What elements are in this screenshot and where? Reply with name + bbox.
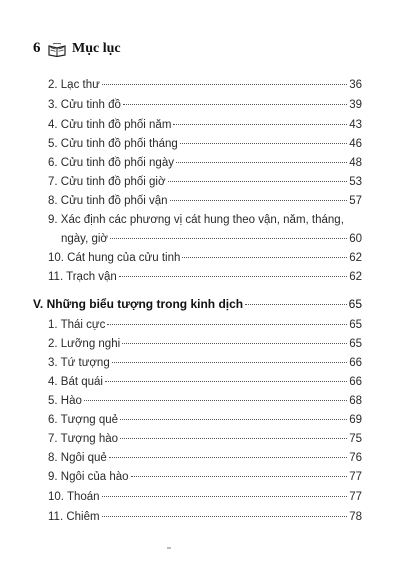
toc-entry-continuation[interactable] bbox=[61, 232, 362, 246]
page-number: 6 bbox=[33, 40, 41, 56]
toc-entry-title: 7. Cửu tinh đồ phối giờ bbox=[48, 176, 166, 188]
toc-entry-page: 78 bbox=[349, 511, 362, 523]
dot-leader bbox=[123, 103, 347, 105]
dot-leader bbox=[84, 399, 347, 401]
toc-entry[interactable] bbox=[48, 175, 362, 189]
toc-entry-title: 11. Chiêm bbox=[48, 511, 100, 523]
toc-entry-title: 2. Lưỡng nghi bbox=[48, 338, 121, 350]
toc-entry-page: 46 bbox=[349, 138, 362, 150]
toc-entry-page: 66 bbox=[349, 357, 362, 369]
dot-leader bbox=[120, 418, 347, 420]
dot-leader bbox=[109, 456, 347, 458]
toc-entry-page: 60 bbox=[349, 233, 362, 245]
toc-entry-page: 76 bbox=[349, 452, 362, 464]
dot-leader bbox=[173, 123, 347, 125]
toc-entry-title: 9. Xác định các phương vị cát hung theo vận, năm, tháng, bbox=[48, 214, 344, 226]
toc-entry[interactable] bbox=[48, 394, 362, 408]
toc-entry[interactable] bbox=[48, 432, 362, 446]
toc-entry-page: 69 bbox=[349, 414, 362, 426]
toc-entry[interactable] bbox=[48, 213, 362, 227]
toc-entry-title: 9. Ngôi của hào bbox=[48, 471, 129, 483]
print-speck bbox=[167, 547, 171, 549]
toc-entry[interactable] bbox=[48, 318, 362, 332]
toc-entry[interactable] bbox=[48, 470, 362, 484]
toc-entry-page: 66 bbox=[349, 376, 362, 388]
toc-entry[interactable] bbox=[48, 375, 362, 389]
dot-leader bbox=[112, 361, 347, 363]
toc-entry-title: 4. Bát quái bbox=[48, 376, 103, 388]
dot-leader bbox=[170, 199, 348, 201]
dot-leader bbox=[176, 161, 347, 163]
toc-entry-page: 75 bbox=[349, 433, 362, 445]
toc-entry-page: 43 bbox=[349, 119, 362, 131]
dot-leader bbox=[131, 475, 348, 477]
toc-entry[interactable] bbox=[48, 451, 362, 465]
toc-entry-title: 6. Cửu tinh đồ phối ngày bbox=[48, 157, 174, 169]
toc-entry-title: 6. Tượng quẻ bbox=[48, 414, 119, 426]
toc-entry-title: 3. Cửu tinh đồ bbox=[48, 99, 121, 111]
toc-entry[interactable] bbox=[48, 78, 362, 92]
toc-chapter-page: 65 bbox=[348, 297, 362, 311]
toc-chapter-title: V. Những biểu tượng trong kinh dịch bbox=[33, 297, 244, 311]
toc-entry-title: 11. Trạch vận bbox=[48, 271, 117, 283]
toc-entry[interactable] bbox=[48, 337, 362, 351]
dot-leader bbox=[119, 275, 347, 277]
dot-leader bbox=[245, 303, 347, 305]
toc-entry-title: 5. Cửu tinh đồ phối tháng bbox=[48, 138, 178, 150]
toc-entry[interactable] bbox=[48, 137, 362, 151]
toc-entry-title: 10. Cát hung của cửu tinh bbox=[48, 252, 181, 264]
toc-entry-page: 39 bbox=[349, 99, 362, 111]
toc-entry-page: 62 bbox=[349, 271, 362, 283]
toc-entry-title: 4. Cửu tinh đồ phối năm bbox=[48, 119, 172, 131]
dot-leader bbox=[102, 495, 348, 497]
toc-entry-page: 77 bbox=[349, 491, 362, 503]
toc-entry-page: 68 bbox=[349, 395, 362, 407]
dot-leader bbox=[120, 437, 347, 439]
toc-entry-page: 65 bbox=[349, 319, 362, 331]
dot-leader bbox=[182, 256, 347, 258]
dot-leader bbox=[180, 142, 347, 144]
toc-entry-title: 3. Tứ tượng bbox=[48, 357, 110, 369]
toc-entry-title: 5. Hào bbox=[48, 395, 82, 407]
dot-leader bbox=[102, 83, 347, 85]
toc-entry-title: 8. Ngôi quẻ bbox=[48, 452, 107, 464]
toc-entry-title: 7. Tượng hào bbox=[48, 433, 119, 445]
toc-entry[interactable] bbox=[48, 356, 362, 370]
dot-leader bbox=[102, 515, 348, 517]
section-heading: Mục lục bbox=[72, 41, 121, 56]
toc-entry[interactable] bbox=[48, 156, 362, 170]
toc-entry-page: 62 bbox=[349, 252, 362, 264]
toc-entry-page: 48 bbox=[349, 157, 362, 169]
toc-entry-page: 65 bbox=[349, 338, 362, 350]
toc-entry-page: 57 bbox=[349, 195, 362, 207]
dot-leader bbox=[110, 237, 347, 239]
dot-leader bbox=[168, 180, 348, 182]
toc-entry[interactable] bbox=[48, 194, 362, 208]
toc-entry[interactable] bbox=[48, 510, 362, 524]
toc-entry-page: 53 bbox=[349, 176, 362, 188]
dot-leader bbox=[105, 380, 347, 382]
toc-entry[interactable] bbox=[48, 270, 362, 284]
toc-entry-title: ngày, giờ bbox=[61, 233, 108, 245]
toc-chapter[interactable] bbox=[33, 297, 362, 311]
toc-entry-title: 10. Thoán bbox=[48, 491, 100, 503]
toc-entry[interactable] bbox=[48, 98, 362, 112]
toc-entry-page: 77 bbox=[349, 471, 362, 483]
toc-entry-title: 2. Lạc thư bbox=[48, 79, 100, 91]
toc-entry[interactable] bbox=[48, 413, 362, 427]
toc-entry[interactable] bbox=[48, 251, 362, 265]
toc-entry-title: 8. Cửu tinh đồ phối vận bbox=[48, 195, 168, 207]
dot-leader bbox=[107, 323, 347, 325]
dot-leader bbox=[122, 342, 347, 344]
toc-entry-title: 1. Thái cực bbox=[48, 319, 106, 331]
toc-entry[interactable] bbox=[48, 118, 362, 132]
toc-entry-page: 36 bbox=[349, 79, 362, 91]
toc-entry[interactable] bbox=[48, 490, 362, 504]
